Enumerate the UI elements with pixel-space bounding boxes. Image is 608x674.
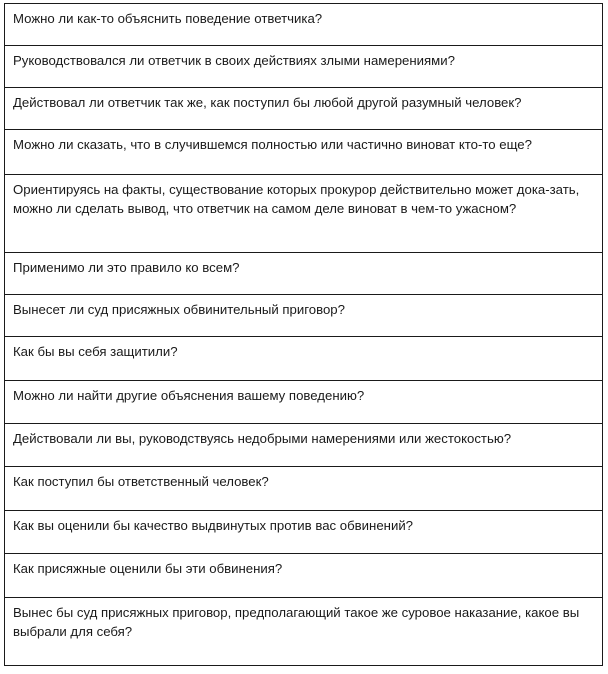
question-row-1: Можно ли как-то объяснить поведение ответчика? [13,11,323,26]
question-row-6: Применимо ли это правило ко всем? [5,252,602,294]
question-row-10: Действовали ли вы, руководствуясь недобрыми намерениями или жестокостью? [5,423,602,466]
questions-table [4,3,603,666]
question-row-8: Как бы вы себя защитили? [5,336,602,380]
question-row-11: Как поступил бы ответственный человек? [5,466,602,510]
question-row-2: Руководствовался ли ответчик в своих действиях злыми намерениями? [5,45,602,87]
question-row-9: Можно ли найти другие объяснения вашему поведению? [5,380,602,423]
question-row-4: Можно ли сказать, что в случившемся полностью или частично виноват кто-то еще? [5,129,602,174]
question-row-12: Как вы оценили бы качество выдвинутых против вас обвинений? [5,510,602,553]
question-row-14: Вынес бы суд присяжных приговор, предполагающий такое же суровое наказание, какое вы выбрали для себя? [5,597,602,665]
question-row-5: Ориентируясь на факты, существование которых прокурор действительно может дока-зать, можно ли сделать вывод, что ответчик на самом деле виноват в чем-то ужасном? [5,174,602,252]
question-row-7: Вынесет ли суд присяжных обвинительный приговор? [5,294,602,336]
question-row-13: Как присяжные оценили бы эти обвинения? [5,553,602,597]
question-row-3: Действовал ли ответчик так же, как поступил бы любой другой разумный человек? [5,87,602,129]
